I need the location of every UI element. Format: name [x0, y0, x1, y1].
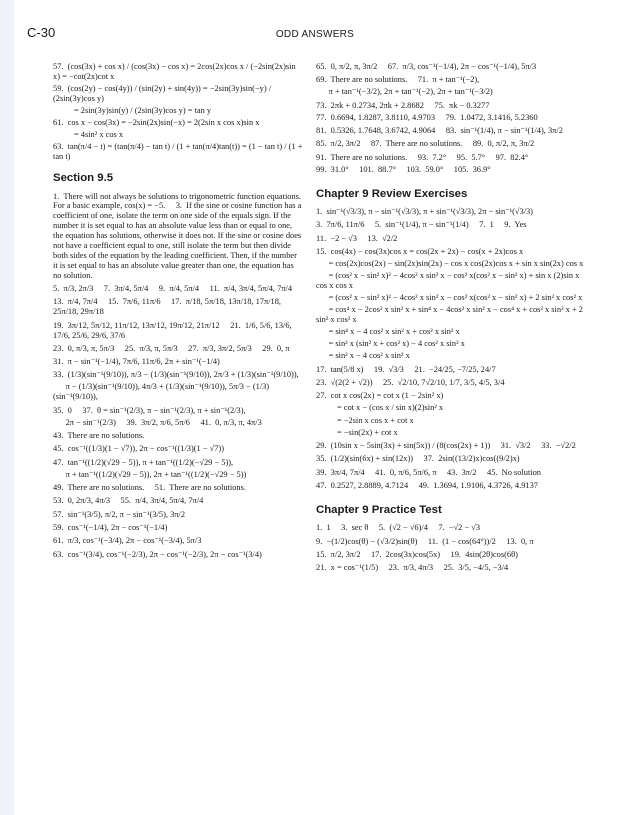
answer-item: 99. 31.0° 101. 88.7° 103. 59.0° 105. 36.9° — [316, 164, 491, 174]
answer-item: = sin² x − 4 cos² x sin² x — [316, 351, 410, 361]
answer-item: 33. (1/3)(sin⁻¹(9/10)), π/3 − (1/3)(sin⁻¹(9/10)), 2π/3 + (1/3)(sin⁻¹(9/10)), — [53, 370, 299, 380]
answer-item: 15. cos(4x) − cos(3x)cos x = cos(2x + 2x) − cos(x + 2x)cos x — [316, 247, 524, 257]
answer-item: 19. 3π/12, 5π/12, 11π/12, 13π/12, 19π/12, 21π/12 21. 1/6, 5/6, 13/6, 17/6, 25/6, 29/6, 37/6 — [53, 320, 294, 340]
answer-item: 57. (cos(3x) + cos x) / (cos(3x) − cos x) = 2cos(2x)cos x / (−2sin(2x)sin x) = −cot(2x)cot x — [53, 62, 298, 81]
answer-item: 23. 0, π/3, π, 5π/3 25. π/3, π, 5π/3 27. π/3, 3π/2, 5π/3 29. 0, π — [53, 343, 290, 353]
answer-item: 2π − sin⁻¹(2/3) 39. 3π/2, π/6, 5π/6 41. 0, π/3, π, 4π/3 — [53, 417, 262, 427]
answer-item: 63. cos⁻¹(3/4), cos⁻¹(−2/3), 2π − cos⁻¹(−2/3), 2π − cos⁻¹(3/4) — [53, 549, 262, 559]
answer-item: 29. (10sin x − 5sin(3x) + sin(5x)) / (8(cos(2x) + 1)) 31. √3/2 33. −√2/2 — [316, 440, 576, 450]
answer-item: = 4sin² x cos x — [53, 130, 124, 140]
page-edge-strip — [0, 0, 14, 815]
answer-item: 85. π/2, 3π/2 87. There are no solutions. 89. 0, π/2, π, 3π/2 — [316, 139, 535, 149]
running-head: ODD ANSWERS — [275, 29, 355, 40]
page-label: C-30 — [27, 25, 56, 40]
answer-item: 65. 0, π/2, π, 3π/2 67. π/3, cos⁻¹(−1/4), 2π − cos⁻¹(−1/4), 5π/3 — [316, 62, 537, 71]
answer-item: = sin⁴ x − 4 cos² x sin² x + cos² x sin² x — [316, 327, 460, 337]
answer-item: 61. cos x − cos(3x) = −2sin(2x)sin(−x) = 2(2sin x cos x)sin x — [53, 118, 260, 128]
answer-item: 3. 7π/6, 11π/6 5. sin⁻¹(1/4), π − sin⁻¹(1/4) 7. 1 9. Yes — [316, 220, 527, 230]
answer-item: 35. 0 37. θ = sin⁻¹(2/3), π − sin⁻¹(2/3), π + sin⁻¹(2/3), — [53, 405, 246, 415]
answer-item: 91. There are no solutions. 93. 7.2° 95. 5.7° 97. 82.4° — [316, 152, 529, 162]
answer-item: = 2sin(3y)sin(y) / (2sin(3y)cos y) = tan y — [53, 106, 212, 115]
section-heading: Section 9.5 — [53, 172, 114, 185]
answer-item: 43. There are no solutions. — [53, 431, 145, 441]
answer-item: 17. tan(5/8 x) 19. √3/3 21. −24/25, −7/25, 24/7 — [316, 364, 496, 374]
answer-item: 53. 0, 2π/3, 4π/3 55. π/4, 3π/4, 5π/4, 7π/4 — [53, 496, 204, 506]
answer-item: = cot x − (cos x / sin x)(2)sin² x — [316, 403, 444, 413]
answer-item: = −sin(2x) + cot x — [316, 427, 398, 437]
answer-item: 69. There are no solutions. 71. π + tan⁻¹(−2), — [316, 75, 480, 85]
answer-item: 61. π/3, cos⁻¹(−3/4), 2π − cos⁻¹(−3/4), 5π/3 — [53, 536, 202, 546]
answer-item: 77. 0.6694, 1.8287, 3.8110, 4.9703 79. 1.0472, 3.1416, 5.2360 — [316, 112, 538, 122]
answer-item: 31. π − sin⁻¹(−1/4), 7π/6, 11π/6, 2π + sin⁻¹(−1/4) — [53, 357, 220, 367]
answer-item: 63. tan(π/4 − t) = (tan(π/4) − tan t) / (1 + tan(π/4)tan(t)) = (1 − tan t) / (1 + tan t) — [53, 142, 305, 162]
answer-item: 47. 0.2527, 2.8889, 4.7124 49. 1.3694, 1.9106, 4.3726, 4.9137 — [316, 480, 538, 490]
answer-item: = (cos² x − sin² x)² − 4cos² x sin² x − cos² x(cos² x − sin² x) + sin x (2)sin x cos x cos x — [316, 271, 582, 291]
answer-item: 81. 0.5326, 1.7648, 3.6742, 4.9064 83. sin⁻¹(1/4), π − sin⁻¹(1/4), 3π/2 — [316, 126, 563, 136]
answer-item: = sin² x (sin² x + cos² x) − 4 cos² x sin² x — [316, 339, 465, 349]
answer-item: = cos⁴ x − 2cos² x sin² x + sin⁴ x − 4cos² x sin² x − cos⁴ x + cos² x sin² x + 2 sin² x cos² x — [316, 305, 586, 325]
answer-item: 13. π/4, 7π/4 15. 7π/6, 11π/6 17. π/18, 5π/18, 13π/18, 17π/18, 25π/18, 29π/18 — [53, 297, 284, 317]
right-column — [316, 62, 590, 576]
review-exercises-heading: Chapter 9 Review Exercises — [316, 187, 468, 200]
answer-item: 5. π/3, 2π/3 7. 3π/4, 5π/4 9. π/4, 5π/4 11. π/4, 3π/4, 5π/4, 7π/4 — [53, 284, 293, 294]
answer-item: = (cos² x − sin² x)² − 4cos² x sin² x − cos² x(cos² x − sin² x) + 2 sin² x cos² x — [316, 293, 583, 303]
answer-item: π + tan⁻¹((1/2)(√29 − 5)), 2π + tan⁻¹((1/2)(−√29 − 5)) — [53, 469, 247, 479]
answer-item: 57. sin⁻¹(3/5), π/2, π − sin⁻¹(3/5), 3π/2 — [53, 509, 186, 519]
answer-item: 73. 2πk + 0.2734, 2πk + 2.8682 75. πk − 0.3277 — [316, 100, 490, 110]
answer-item: 1. 1 3. sec θ 5. (√2 − √6)/4 7. −√2 − √3 — [316, 523, 481, 533]
answer-item: 27. cot x cos(2x) = cot x (1 − 2sin² x) — [316, 391, 444, 401]
answer-item: 45. cos⁻¹((1/3)(1 − √7)), 2π − cos⁻¹((1/3)(1 − √7)) — [53, 444, 224, 454]
answer-item: 59. cos⁻¹(−1/4), 2π − cos⁻¹(−1/4) — [53, 522, 168, 532]
answer-item: 1. sin⁻¹(√3/3), π − sin⁻¹(√3/3), π + sin⁻¹(√3/3), 2π − sin⁻¹(√3/3) — [316, 207, 533, 217]
answer-item: 59. (cos(2y) − cos(4y)) / (sin(2y) + sin(4y)) = −2sin(3y)sin(−y) / (2sin(3y)cos y) — [53, 84, 274, 103]
answer-item: 47. tan⁻¹((1/2)(√29 − 5)), π + tan⁻¹((1/2)(−√29 − 5)), — [53, 457, 234, 467]
answer-item: 23. √(2(2 + √2)) 25. √2/10, 7√2/10, 1/7, 3/5, 4/5, 3/4 — [316, 378, 505, 388]
left-column — [53, 62, 303, 563]
answer-item: 1. There will not always be solutions to trigonometric function equations. For a basic example, cos(x) = −5. 3. If the sine or cosine function has a coefficient of one, isolate the term on one side of the equals sign. If the number it is set equal to has an absolute value less than or equal to one, the equation has solutions, otherwise it does not. If the sine or cosine does not have a coefficient equal to one, still isolate the term but then divide both sides of the equation by the leading coefficient. Then, if the number it is set equal to has an absolute value greater than one, the equation has no solution. — [53, 191, 304, 280]
answer-item: π + tan⁻¹(−3/2), 2π + tan⁻¹(−2), 2π + tan⁻¹(−3/2) — [316, 87, 493, 97]
answer-item: 21. x = cos⁻¹(1/5) 23. π/3, 4π/3 25. 3/5, −4/5, −3/4 — [316, 563, 509, 573]
answer-item: = cos(2x)cos(2x) − sin(2x)sin(2x) − cos x cos(2x)cos x + sin x sin(2x) cos x — [316, 259, 584, 269]
answer-list-section-9-5-continued — [316, 62, 590, 175]
answer-list-review — [316, 207, 590, 491]
answer-item: 9. −(1/2)cos(θ) − (√3/2)sin(θ) 11. (1 − cos(64°))/2 13. 0, π — [316, 536, 534, 546]
answer-item: 15. π/2, 3π/2 17. 2cos(3x)cos(5x) 19. 4sin(2θ)cos(6θ) — [316, 549, 518, 559]
answer-item: π − (1/3)(sin⁻¹(9/10)), 4π/3 + (1/3)(sin⁻¹(9/10)), 5π/3 − (1/3)(sin⁻¹(9/10)), — [53, 382, 270, 402]
answer-item: 35. (1/2)(sin(6x) + sin(12x)) 37. 2sin((13/2)x)cos((9/2)x) — [316, 454, 520, 464]
answer-item: 39. 3π/4, 7π/4 41. 0, π/6, 5π/6, π 43. 3π/2 45. No solution — [316, 467, 541, 477]
practice-test-heading: Chapter 9 Practice Test — [316, 503, 442, 516]
answer-item: 11. −2 − √3 13. √2/2 — [316, 233, 398, 243]
answer-list-section-9-4 — [53, 62, 303, 162]
answer-item: 49. There are no solutions. 51. There are no solutions. — [53, 483, 246, 493]
answer-item: = −2sin x cos x + cot x — [316, 415, 414, 425]
answer-list-practice-test — [316, 523, 590, 573]
answer-list-section-9-5 — [53, 192, 303, 560]
page-header — [0, 0, 630, 46]
